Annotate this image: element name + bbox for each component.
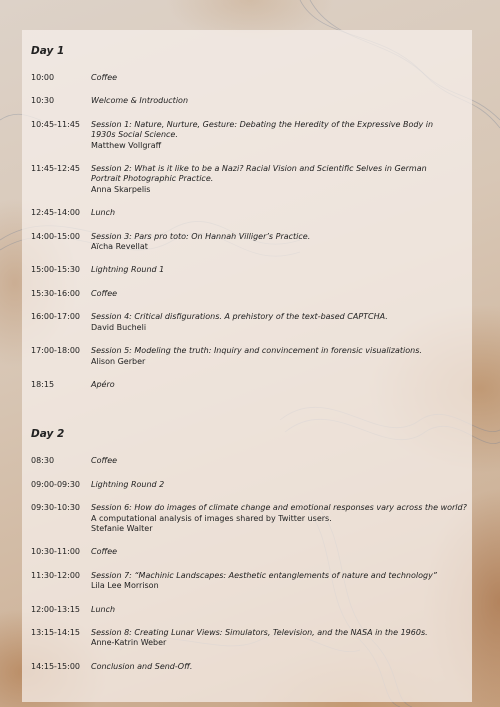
entry-title: Conclusion and Send-Off.	[91, 661, 193, 671]
schedule-row	[31, 503, 471, 534]
time: 10:30	[31, 96, 55, 106]
schedule-row	[31, 312, 471, 333]
entry-title: Session 8: Creating Lunar Views: Simulators, Television, and the NASA in the 1960s.	[91, 627, 428, 637]
entry-title: Coffee	[91, 456, 118, 466]
entry-title: Lunch	[91, 208, 116, 218]
entry	[91, 605, 471, 615]
entry-title: Lightning Round 1	[91, 265, 165, 275]
schedule-row	[31, 120, 471, 151]
entry	[91, 346, 471, 367]
entry-title: Session 2: What is it like to be a Nazi? Racial Vision and Scientific Selves in German	[91, 164, 427, 174]
time: 12:00-13:15	[31, 604, 80, 614]
schedule-row	[31, 208, 471, 218]
entry	[91, 571, 471, 592]
entry	[91, 480, 471, 490]
schedule-row	[31, 232, 471, 253]
time: 16:00-17:00	[31, 312, 80, 322]
schedule-row	[31, 605, 471, 615]
entry-title: Coffee	[91, 288, 118, 298]
time: 10:45-11:45	[31, 119, 80, 129]
speaker: Anne-Katrin Weber	[91, 638, 167, 648]
speaker: Alison Gerber	[91, 356, 146, 366]
entry	[91, 73, 471, 83]
entry-subtitle: A computational analysis of images shared by Twitter users.	[91, 513, 332, 523]
schedule-row	[31, 164, 471, 195]
time: 15:00-15:30	[31, 265, 80, 275]
entry-title: Session 3: Pars pro toto: On Hannah Villiger’s Practice.	[91, 231, 311, 241]
entry-title: Coffee	[91, 73, 118, 82]
entry-title: Session 5: Modeling the truth: Inquiry and convincement in forensic visualizations.	[91, 346, 422, 356]
entry	[91, 265, 471, 275]
schedule-row	[31, 628, 471, 649]
entry-title: Session 4: Critical disfigurations. A prehistory of the text-based CAPTCHA.	[91, 312, 388, 322]
entry	[91, 208, 471, 218]
speaker: Lila Lee Morrison	[91, 581, 159, 591]
entry-title-line2: 1930s Social Science.	[91, 130, 178, 140]
time: 10:30-11:00	[31, 547, 80, 557]
entry	[91, 662, 471, 672]
entry	[91, 232, 471, 253]
entry	[91, 547, 471, 557]
entry-title-line2: Portrait Photographic Practice.	[91, 174, 214, 184]
speaker: Anna Skarpelis	[91, 184, 151, 194]
time: 12:45-14:00	[31, 208, 80, 218]
schedule-row	[31, 73, 471, 83]
schedule-row	[31, 571, 471, 592]
time: 10:00	[31, 73, 55, 82]
speaker: Stefanie Walter	[91, 523, 153, 533]
entry-title: Lightning Round 2	[91, 479, 165, 489]
schedule-row	[31, 380, 471, 390]
program-schedule	[31, 44, 471, 685]
time: 13:15-14:15	[31, 627, 80, 637]
entry-title: Welcome & Introduction	[91, 96, 189, 106]
schedule-row	[31, 96, 471, 106]
entry	[91, 164, 471, 195]
time: 09:00-09:30	[31, 479, 80, 489]
speaker: Matthew Vollgraff	[91, 140, 162, 150]
entry	[91, 96, 471, 106]
entry-title: Session 1: Nature, Nurture, Gesture: Debating the Heredity of the Expressive Body in	[91, 119, 434, 129]
entry-title: Session 7: “Machinic Landscapes: Aesthetic entanglements of nature and technology”	[91, 570, 437, 580]
schedule-row	[31, 346, 471, 367]
time: 17:00-18:00	[31, 346, 80, 356]
day-2-heading: Day 2	[31, 428, 65, 441]
schedule-row	[31, 265, 471, 275]
time: 15:30-16:00	[31, 288, 80, 298]
time: 18:15	[31, 379, 55, 389]
entry-title: Session 6: How do images of climate change and emotional responses vary across the world?	[91, 503, 467, 513]
time: 09:30-10:30	[31, 503, 80, 513]
schedule-row	[31, 480, 471, 490]
entry	[91, 120, 471, 151]
schedule-row	[31, 547, 471, 557]
time: 14:00-15:00	[31, 231, 80, 241]
speaker: David Bucheli	[91, 322, 147, 332]
day-1-heading: Day 1	[31, 45, 65, 57]
time: 11:30-12:00	[31, 570, 80, 580]
entry-title: Coffee	[91, 547, 118, 557]
entry-title: Apéro	[91, 379, 115, 389]
entry	[91, 380, 471, 390]
entry	[91, 628, 471, 649]
time: 11:45-12:45	[31, 164, 80, 174]
entry-title: Lunch	[91, 604, 116, 614]
schedule-row	[31, 456, 471, 466]
speaker: Aïcha Revellat	[91, 242, 148, 252]
schedule-row	[31, 289, 471, 299]
entry	[91, 456, 471, 466]
schedule-row	[31, 662, 471, 672]
entry	[91, 503, 471, 534]
time: 14:15-15:00	[31, 661, 80, 671]
entry	[91, 312, 471, 333]
time: 08:30	[31, 456, 55, 466]
entry	[91, 289, 471, 299]
